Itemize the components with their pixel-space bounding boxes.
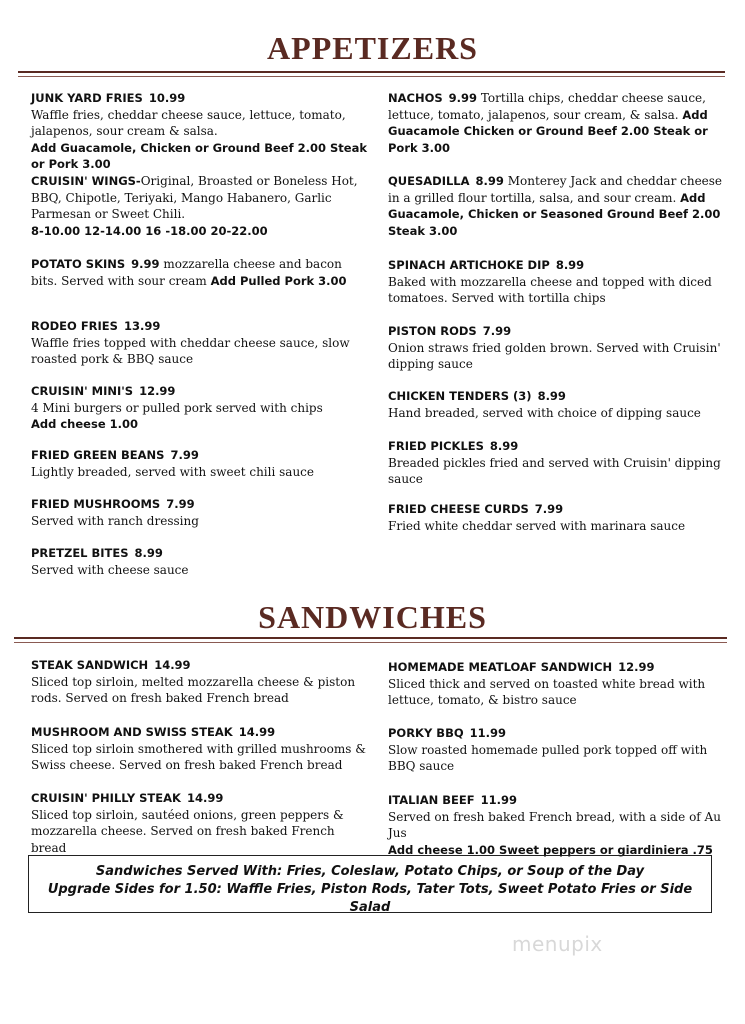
sides-served-with: Sandwiches Served With: Fries, Coleslaw, Potato Chips, or Soup of the Day (95, 864, 645, 879)
menupix-watermark: menupix (512, 932, 603, 956)
item-price: 8.99 (134, 546, 163, 560)
item-price: 12.99 (618, 660, 655, 674)
menu-item-fried-pickles (388, 438, 724, 488)
menu-item-potato-skins (31, 256, 367, 289)
item-name: STEAK SANDWICH (31, 658, 149, 672)
item-price: 12.99 (139, 384, 176, 398)
sandwiches-divider-top (14, 637, 727, 639)
item-extra: Add Guacamole, Chicken or Seasoned Ground Beef 2.00 Steak 3.00 (388, 190, 721, 238)
item-name: FRIED MUSHROOMS (31, 497, 161, 511)
item-desc: Original, Broasted or Boneless Hot, BBQ, Chipotle, Teriyaki, Mango Habanero, Garlic Parmesan or Sweet Chili. (31, 174, 358, 222)
item-desc: Sliced top sirloin, sautéed onions, green peppers & mozzarella cheese. Served on fresh baked French bread (31, 807, 344, 855)
item-extra: Add cheese 1.00 (31, 417, 138, 432)
item-desc: Breaded pickles fried and served with Cruisin' dipping sauce (388, 455, 721, 487)
item-name: JUNK YARD FRIES (31, 91, 143, 105)
menu-item-pretzel-bites (31, 545, 367, 578)
menu-item-fried-cheese-curds (388, 501, 724, 534)
item-desc: Sliced thick and served on toasted white bread with lettuce, tomato, & bistro sauce (388, 676, 706, 708)
item-price: 11.99 (480, 793, 517, 807)
item-desc: Sliced top sirloin, melted mozzarella cheese & piston rods. Served on fresh baked French bread (31, 674, 356, 706)
item-desc: mozzarella cheese and bacon bits. Served with sour cream (31, 257, 342, 288)
item-price: 8.99 (555, 258, 585, 272)
item-price: 10.99 (148, 91, 186, 105)
appetizers-divider-bottom (18, 76, 725, 77)
menu-item-cruisin-wings (31, 173, 367, 239)
menu-item-quesadilla (388, 173, 724, 239)
appetizers-divider-top (18, 71, 725, 73)
item-name: MUSHROOM AND SWISS STEAK (31, 725, 233, 739)
item-price: 7.99 (482, 324, 512, 338)
item-name: FRIED CHEESE CURDS (388, 502, 529, 516)
appetizers-title: APPETIZERS (267, 30, 478, 66)
menu-item-italian-beef (388, 792, 724, 858)
item-name: SPINACH ARTICHOKE DIP (388, 258, 550, 272)
item-price: 11.99 (469, 726, 506, 740)
item-name: POTATO SKINS (31, 257, 126, 271)
item-name: ITALIAN BEEF (388, 793, 475, 807)
item-desc: Served on fresh baked French bread, with a side of Au Jus (388, 809, 721, 841)
item-price: 7.99 (534, 502, 564, 516)
sandwiches-title: SANDWICHES (258, 599, 487, 635)
item-extra: Add Guacamole, Chicken or Ground Beef 2.00 Steak or Pork 3.00 (31, 140, 367, 172)
item-name: HOMEMADE MEATLOAF SANDWICH (388, 660, 613, 674)
item-desc: Lightly breaded, served with sweet chili sauce (31, 464, 314, 479)
item-price: 14.99 (238, 725, 276, 739)
item-extra: Add cheese 1.00 Sweet peppers or giardiniera .75 (388, 842, 713, 857)
item-name: NACHOS (388, 91, 443, 105)
menu-item-porky-bbq (388, 725, 724, 775)
menu-item-fried-green-beans (31, 447, 367, 480)
item-name: RODEO FRIES (31, 319, 118, 333)
item-desc: Sliced top sirloin smothered with grilled mushrooms & Swiss cheese. Served on fresh baked French bread (31, 741, 366, 773)
menu-item-steak-sandwich (31, 657, 367, 707)
item-name: PORKY BBQ (388, 726, 464, 740)
menu-item-cruisin-philly-steak (31, 790, 367, 856)
item-extra: Add Pulled Pork 3.00 (210, 273, 347, 288)
item-name: CRUISIN' PHILLY STEAK (31, 791, 181, 805)
item-price: 8.99 (537, 389, 566, 403)
item-desc: Hand breaded, served with choice of dipping sauce (388, 405, 701, 420)
item-price: 14.99 (154, 658, 191, 672)
sides-info-box (28, 855, 712, 913)
item-extra: 8-10.00 12-14.00 16 -18.00 20-22.00 (31, 223, 268, 238)
item-desc: Fried white cheddar served with marinara sauce (388, 518, 686, 533)
item-desc: Served with ranch dressing (31, 513, 199, 528)
menu-item-meatloaf-sandwich (388, 659, 724, 709)
item-desc: 4 Mini burgers or pulled pork served with chips (31, 400, 323, 415)
item-name: FRIED PICKLES (388, 439, 484, 453)
item-name: PRETZEL BITES (31, 546, 129, 560)
item-extra: Add Guacamole Chicken or Ground Beef 2.00 Steak or Pork 3.00 (388, 107, 708, 155)
item-name: FRIED GREEN BEANS (31, 448, 165, 462)
item-name: CHICKEN TENDERS (3) (388, 389, 532, 403)
item-price: 8.99 (489, 439, 519, 453)
item-desc: Served with cheese sauce (31, 562, 189, 577)
item-desc: Onion straws fried golden brown. Served with Cruisin' dipping sauce (388, 340, 721, 372)
item-name: CRUISIN' MINI'S (31, 384, 134, 398)
sandwiches-divider-bottom (14, 642, 727, 643)
sides-upgrade: Upgrade Sides for 1.50: Waffle Fries, Piston Rods, Tater Tots, Sweet Potato Fries or Side Salad (47, 882, 693, 915)
menu-item-junk-yard-fries (31, 90, 367, 173)
item-price: 14.99 (186, 791, 224, 805)
item-price: 13.99 (123, 319, 161, 333)
item-price: 8.99 (475, 174, 504, 188)
menu-item-mushroom-swiss-steak (31, 724, 367, 774)
item-name: CRUISIN' WINGS- (31, 174, 141, 188)
menu-item-nachos (388, 90, 724, 156)
item-price: 7.99 (170, 448, 199, 462)
menu-item-spinach-artichoke-dip (388, 257, 724, 307)
item-desc: Slow roasted homemade pulled pork topped off with BBQ sauce (388, 742, 708, 774)
item-name: PISTON RODS (388, 324, 477, 338)
item-price: 9.99 (131, 257, 160, 271)
item-price: 7.99 (166, 497, 195, 511)
menu-item-fried-mushrooms (31, 496, 367, 529)
item-desc: Baked with mozzarella cheese and topped with diced tomatoes. Served with tortilla chips (388, 274, 712, 306)
item-name: QUESADILLA (388, 174, 470, 188)
menu-item-cruisin-minis (31, 383, 367, 433)
item-desc: Monterey Jack and cheddar cheese in a grilled flour tortilla, salsa, and sour cream. (388, 174, 723, 205)
menu-item-chicken-tenders (388, 388, 724, 421)
menu-item-rodeo-fries (31, 318, 367, 368)
item-price: 9.99 (448, 91, 478, 105)
item-desc: Waffle fries, cheddar cheese sauce, lettuce, tomato, jalapenos, sour cream & salsa. (31, 107, 346, 139)
item-desc: Tortilla chips, cheddar cheese sauce, lettuce, tomato, jalapenos, sour cream, & salsa. (388, 91, 706, 122)
item-desc: Waffle fries topped with cheddar cheese sauce, slow roasted pork & BBQ sauce (31, 335, 350, 367)
menu-item-piston-rods (388, 323, 724, 373)
